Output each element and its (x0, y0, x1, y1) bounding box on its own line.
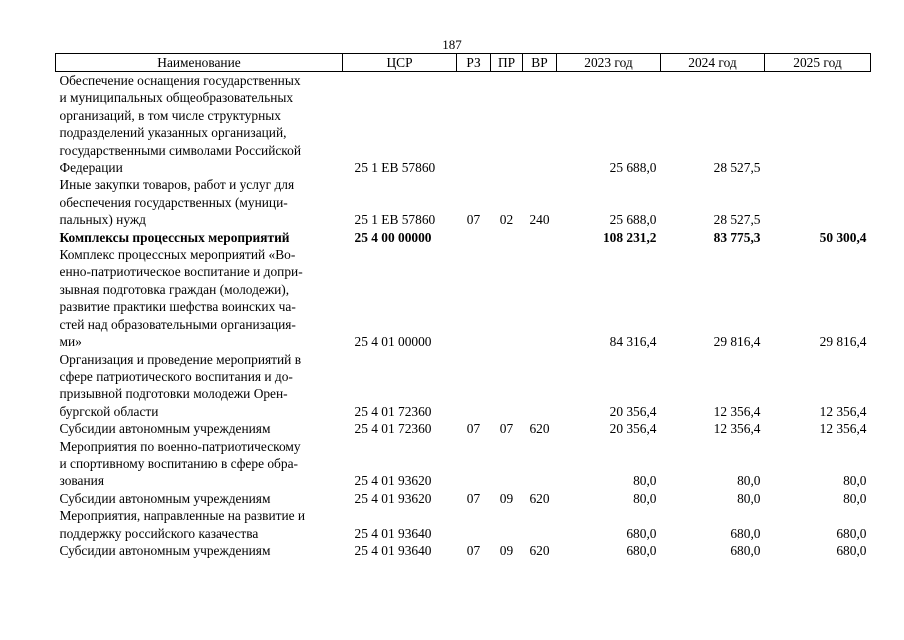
row-pr (491, 229, 523, 246)
row-csr: 25 4 01 93640 (354, 525, 432, 541)
header-2025: 2025 год (765, 54, 871, 72)
row-rz (457, 507, 491, 542)
budget-table (55, 53, 871, 559)
row-value-2023: 680,0 (626, 525, 657, 541)
row-rz: 07 (466, 212, 481, 228)
row-vr: 620 (529, 421, 550, 437)
table-row (56, 229, 871, 246)
row-value-2024: 28 527,5 (713, 212, 761, 228)
row-csr: 25 4 01 93640 (354, 542, 432, 558)
row-value-2025: 12 356,4 (819, 421, 867, 437)
row-vr (523, 229, 557, 246)
header-row (56, 54, 871, 72)
row-value-2023: 80,0 (633, 490, 657, 506)
row-csr: 25 4 01 72360 (354, 421, 432, 437)
row-name: Иные закупки товаров, работ и услуг для обеспечения государственных (муници- пальных) нужд (59, 177, 295, 228)
row-pr: 09 (499, 490, 514, 506)
row-rz (457, 246, 491, 350)
row-value-2024: 28 527,5 (713, 160, 761, 176)
row-value-2024: 12 356,4 (713, 403, 761, 419)
header-2024: 2024 год (661, 54, 765, 72)
row-vr: 620 (529, 490, 550, 506)
row-csr: 25 4 01 72360 (354, 403, 432, 419)
table-row (56, 542, 871, 559)
row-value-2023: 680,0 (626, 542, 657, 558)
row-rz (457, 72, 491, 177)
row-name: Субсидии автономным учреждениям (59, 490, 271, 506)
row-name: Комплекс процессных мероприятий «Во- енно-патриотическое воспитание и допри- зывная подготовка граждан (молодежи), развитие практики шефства воинских ча- стей над образовательными организация- ми» (59, 247, 303, 350)
row-value-2025: 80,0 (843, 473, 867, 489)
row-pr (491, 246, 523, 350)
row-name: Комплексы процессных мероприятий (59, 229, 290, 245)
row-value-2025: 80,0 (843, 490, 867, 506)
row-vr (523, 507, 557, 542)
row-value-2023: 20 356,4 (609, 403, 657, 419)
row-value-2024: 680,0 (730, 542, 761, 558)
header-pr: ПР (491, 54, 523, 72)
row-vr: 240 (529, 212, 550, 228)
row-name: Обеспечение оснащения государственных и муниципальных общеобразовательных организаций, в том числе структурных подразделений указанных организаций, государственными символами Российской Федерации (59, 73, 301, 176)
row-csr: 25 4 01 93620 (354, 490, 432, 506)
row-pr: 09 (499, 542, 514, 558)
row-pr (491, 72, 523, 177)
row-csr: 25 4 00 00000 (354, 229, 432, 245)
table-row (56, 246, 871, 350)
header-vr: ВР (523, 54, 557, 72)
row-rz (457, 351, 491, 421)
row-value-2025: 50 300,4 (819, 229, 867, 245)
table-row (56, 490, 871, 507)
row-value-2024: 29 816,4 (713, 334, 761, 350)
row-csr: 25 4 01 93620 (354, 473, 432, 489)
row-value-2023: 80,0 (633, 473, 657, 489)
row-csr: 25 4 01 00000 (354, 334, 432, 350)
row-value-2023: 25 688,0 (609, 160, 657, 176)
row-rz (457, 438, 491, 490)
header-rz: РЗ (457, 54, 491, 72)
row-value-2025: 680,0 (836, 525, 867, 541)
table-header (56, 54, 871, 72)
row-rz: 07 (466, 542, 481, 558)
row-rz (457, 229, 491, 246)
row-name: Мероприятия по военно-патриотическому и спортивному воспитанию в сфере обра- зования (59, 438, 301, 489)
row-name: Мероприятия, направленные на развитие и поддержку российского казачества (59, 508, 306, 541)
row-name: Субсидии автономным учреждениям (59, 421, 271, 437)
row-value-2025 (765, 72, 871, 177)
row-csr: 25 1 EB 57860 (354, 160, 436, 176)
table-body (56, 72, 871, 560)
header-2023: 2023 год (557, 54, 661, 72)
row-csr: 25 1 EB 57860 (354, 212, 436, 228)
row-value-2025: 12 356,4 (819, 403, 867, 419)
row-value-2023: 25 688,0 (609, 212, 657, 228)
header-name: Наименование (56, 54, 343, 72)
row-pr: 07 (499, 421, 514, 437)
row-value-2023: 84 316,4 (609, 334, 657, 350)
row-value-2024: 12 356,4 (713, 421, 761, 437)
row-vr (523, 72, 557, 177)
row-value-2024: 680,0 (730, 525, 761, 541)
row-value-2023: 108 231,2 (602, 229, 657, 245)
row-vr: 620 (529, 542, 550, 558)
row-value-2025: 680,0 (836, 542, 867, 558)
row-pr (491, 438, 523, 490)
row-name: Организация и проведение мероприятий в сфере патриотического воспитания и до- призывной подготовки молодежи Орен- бургской области (59, 351, 302, 419)
row-value-2024: 80,0 (737, 473, 761, 489)
table-row (56, 351, 871, 421)
table-row (56, 72, 871, 177)
row-vr (523, 351, 557, 421)
table-row (56, 438, 871, 490)
row-pr: 02 (499, 212, 514, 228)
row-rz: 07 (466, 421, 481, 437)
table-row (56, 176, 871, 228)
row-value-2024: 83 775,3 (713, 229, 761, 245)
row-value-2025 (765, 176, 871, 228)
header-csr: ЦСР (343, 54, 457, 72)
row-pr (491, 351, 523, 421)
row-name: Субсидии автономным учреждениям (59, 542, 271, 558)
table-row (56, 507, 871, 542)
page-number: 187 (442, 37, 462, 52)
table-row (56, 420, 871, 437)
row-value-2023: 20 356,4 (609, 421, 657, 437)
row-vr (523, 246, 557, 350)
row-value-2024: 80,0 (737, 490, 761, 506)
row-value-2025: 29 816,4 (819, 334, 867, 350)
row-pr (491, 507, 523, 542)
row-rz: 07 (466, 490, 481, 506)
row-vr (523, 438, 557, 490)
